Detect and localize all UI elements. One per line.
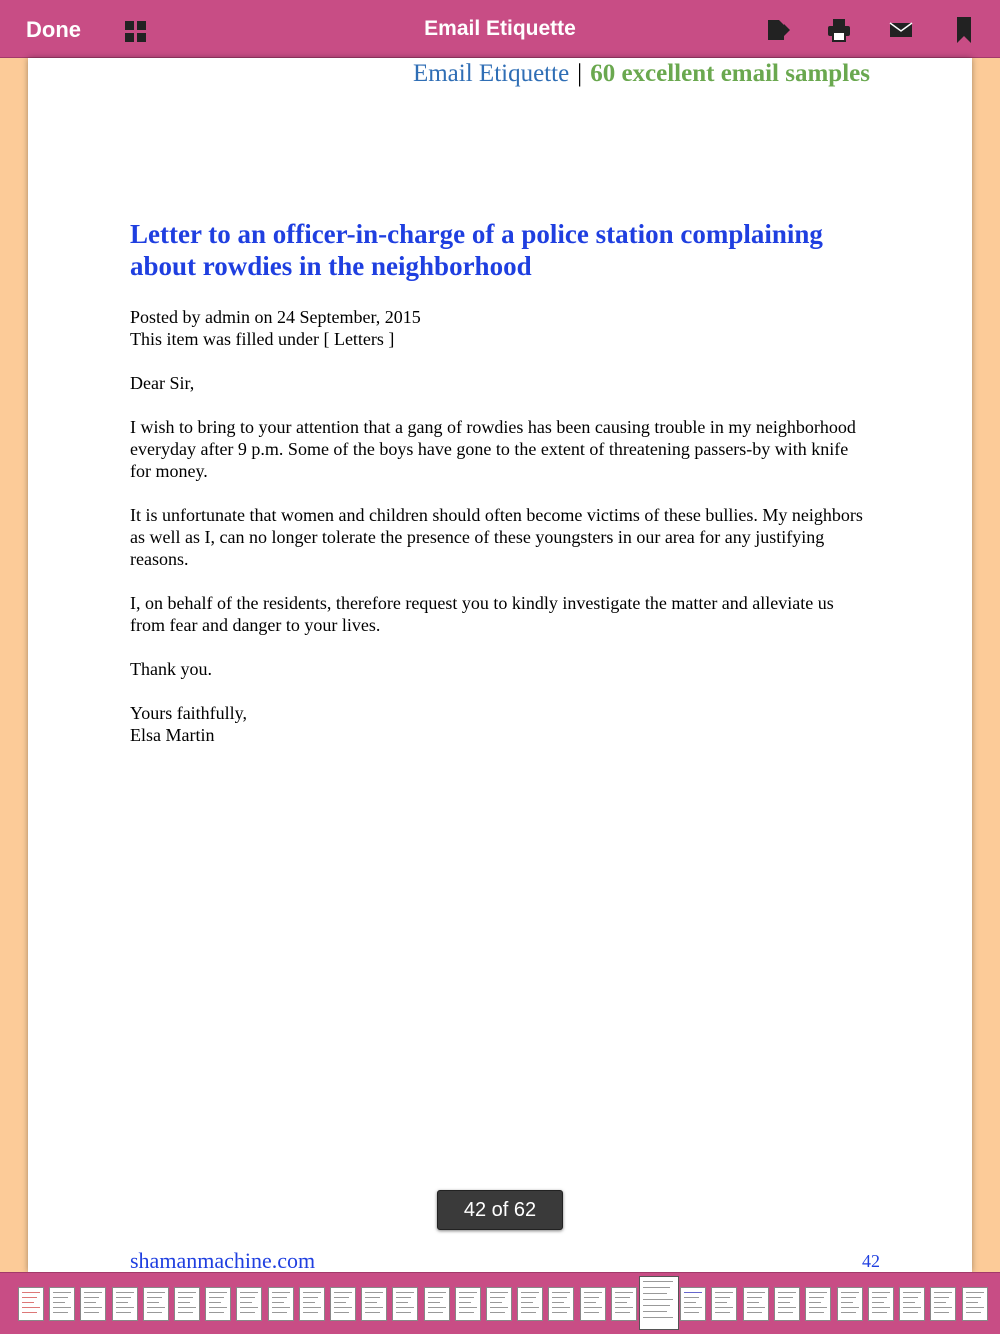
thumbnail-text-line	[178, 1307, 196, 1308]
thumbnail-text-line	[490, 1312, 505, 1313]
thumbnail-text-line	[584, 1292, 602, 1293]
thumbnail-text-line	[615, 1307, 633, 1308]
thumbnail-text-line	[459, 1302, 471, 1303]
thumbnail-text-line	[22, 1307, 40, 1308]
thumbnail-text-line	[778, 1292, 796, 1293]
thumbnail-text-line	[334, 1292, 352, 1293]
thumbnail-text-line	[584, 1297, 599, 1298]
page-thumbnail[interactable]	[205, 1287, 231, 1321]
page-thumbnail[interactable]	[112, 1287, 138, 1321]
thumbnail-text-line	[872, 1312, 887, 1313]
page-thumbnail[interactable]	[711, 1287, 737, 1321]
thumbnail-text-line	[643, 1287, 670, 1288]
thumbnail-text-line	[684, 1302, 696, 1303]
thumbnail-text-line	[303, 1307, 321, 1308]
paragraph-1: I wish to bring to your attention that a gang of rowdies has been causing trouble in my neighborhood everyday after 9 p.m. Some of the boys have gone to the extent of threatening passers-by with knife for money.	[130, 417, 856, 481]
thumbnail-text-line	[684, 1307, 702, 1308]
page-thumbnail[interactable]	[930, 1287, 956, 1321]
mail-icon[interactable]	[888, 17, 914, 43]
thumbnail-text-line	[747, 1307, 765, 1308]
thumbnail-text-line	[490, 1302, 502, 1303]
thumbnail-text-line	[715, 1292, 733, 1293]
page-thumbnail[interactable]	[268, 1287, 294, 1321]
thumbnail-text-line	[272, 1297, 287, 1298]
thumbnail-text-line	[84, 1292, 102, 1293]
thumbnail-text-line	[22, 1312, 37, 1313]
thumbnail-text-line	[809, 1302, 821, 1303]
thumbnail-text-line	[428, 1302, 440, 1303]
thumbnail-text-line	[841, 1312, 856, 1313]
thumbnail-text-line	[490, 1292, 508, 1293]
thumbnail-text-line	[809, 1292, 827, 1293]
page-thumbnail[interactable]	[743, 1287, 769, 1321]
footer-page-number: 42	[862, 1251, 880, 1271]
thumbnail-text-line	[643, 1299, 673, 1300]
page-indicator: 42 of 62	[437, 1190, 563, 1230]
thumbnail-text-line	[747, 1297, 762, 1298]
salutation: Dear Sir,	[130, 373, 195, 393]
header-subtitle: 60 excellent email samples	[590, 60, 870, 87]
thumbnail-text-line	[643, 1317, 673, 1318]
thumbnail-text-line	[778, 1312, 793, 1313]
thumbnail-text-line	[584, 1302, 596, 1303]
thumbnail-text-line	[552, 1312, 567, 1313]
thumbnail-text-line	[428, 1312, 443, 1313]
page-thumbnail[interactable]	[962, 1287, 988, 1321]
thumbnail-text-line	[903, 1297, 918, 1298]
paragraph-3: I, on behalf of the residents, therefore request you to kindly investigate the matter and alleviate us from fear and danger to your lives.	[130, 593, 834, 635]
page-thumbnail[interactable]	[548, 1287, 574, 1321]
thumbnail-text-line	[643, 1305, 670, 1306]
thumbnail-text-line	[872, 1292, 890, 1293]
thumbnail-text-line	[872, 1307, 890, 1308]
thumbnail-text-line	[396, 1302, 408, 1303]
thumbnail-text-line	[459, 1292, 477, 1293]
header-book-title: Email Etiquette	[412, 60, 570, 87]
thumbnail-text-line	[365, 1307, 383, 1308]
thumbnail-text-line	[84, 1297, 99, 1298]
thumbnail-text-line	[147, 1302, 159, 1303]
page-thumbnail[interactable]	[611, 1287, 637, 1321]
thumbnail-text-line	[903, 1312, 918, 1313]
thumbnail-text-line	[116, 1292, 134, 1293]
thumbnail-text-line	[240, 1297, 255, 1298]
thumbnail-text-line	[396, 1307, 414, 1308]
thumbnail-text-line	[459, 1297, 474, 1298]
bookmark-icon[interactable]	[951, 17, 977, 43]
thumbnail-text-line	[53, 1307, 71, 1308]
thumbnail-text-line	[209, 1297, 224, 1298]
page-thumbnail[interactable]	[143, 1287, 169, 1321]
thumbnail-text-line	[272, 1307, 290, 1308]
thumbnail-text-line	[521, 1302, 533, 1303]
thumbnail-text-line	[365, 1297, 380, 1298]
thumbnail-text-line	[715, 1307, 733, 1308]
thumbnail-text-line	[521, 1312, 536, 1313]
thumbnail-text-line	[841, 1302, 853, 1303]
filed-line: This item was filled under [ Letters ]	[130, 329, 395, 349]
thumbnail-text-line	[334, 1302, 346, 1303]
thumbnail-text-line	[643, 1293, 667, 1294]
thumbnail-text-line	[22, 1297, 37, 1298]
thumbnail-text-line	[53, 1292, 71, 1293]
page-thumbnail[interactable]	[899, 1287, 925, 1321]
thumbnail-text-line	[747, 1312, 762, 1313]
thumbnail-text-line	[643, 1311, 667, 1312]
page-thumbnail[interactable]	[455, 1287, 481, 1321]
thumbnail-text-line	[22, 1302, 34, 1303]
page-thumbnail[interactable]	[174, 1287, 200, 1321]
thumbnail-text-line	[428, 1292, 446, 1293]
page-thumbnail[interactable]	[330, 1287, 356, 1321]
thumbnail-text-line	[428, 1307, 446, 1308]
thumbnail-text-line	[841, 1292, 859, 1293]
thumbnail-text-line	[684, 1297, 699, 1298]
thumbnail-text-line	[116, 1302, 128, 1303]
thumbnail-text-line	[809, 1312, 824, 1313]
letter-meta	[130, 306, 870, 350]
thumbnail-text-line	[209, 1312, 224, 1313]
thumbnail-text-line	[966, 1292, 984, 1293]
thumbnail-text-line	[22, 1292, 40, 1293]
thumbnail-text-line	[747, 1292, 765, 1293]
thumbnail-text-line	[334, 1307, 352, 1308]
thumbnail-text-line	[396, 1292, 414, 1293]
thumbnail-text-line	[303, 1292, 321, 1293]
page-thumbnail[interactable]	[837, 1287, 863, 1321]
thumbnail-text-line	[272, 1292, 290, 1293]
thumbnail-text-line	[396, 1297, 411, 1298]
thumbnail-text-line	[715, 1297, 730, 1298]
thumbnail-text-line	[365, 1312, 380, 1313]
thumbnail-strip[interactable]	[0, 1272, 1000, 1334]
page-thumbnail[interactable]	[486, 1287, 512, 1321]
thumbnail-text-line	[903, 1307, 921, 1308]
signature: Elsa Martin	[130, 725, 215, 745]
thumbnail-text-line	[428, 1297, 443, 1298]
thumbnail-text-line	[53, 1302, 65, 1303]
thumbnail-text-line	[684, 1292, 702, 1293]
thumbnail-text-line	[459, 1312, 474, 1313]
page-thumbnail[interactable]	[517, 1287, 543, 1321]
thumbnail-text-line	[615, 1302, 627, 1303]
print-icon[interactable]	[826, 17, 852, 43]
posted-line: Posted by admin on 24 September, 2015	[130, 307, 421, 327]
top-toolbar	[0, 0, 1000, 58]
thumbnail-text-line	[643, 1281, 673, 1282]
thumbnail-text-line	[584, 1312, 599, 1313]
page-thumbnail[interactable]	[680, 1287, 706, 1321]
thumbnail-text-line	[934, 1297, 949, 1298]
footer-site-link[interactable]: shamanmachine.com	[130, 1248, 316, 1272]
document-page[interactable]	[28, 58, 972, 1272]
page-thumbnail[interactable]	[805, 1287, 831, 1321]
page-thumbnail[interactable]	[49, 1287, 75, 1321]
thumbnail-text-line	[615, 1292, 633, 1293]
export-icon[interactable]	[765, 17, 791, 43]
done-button[interactable]: Done	[26, 17, 81, 42]
thumbnail-text-line	[521, 1297, 536, 1298]
header-separator: |	[577, 60, 583, 87]
thumbnail-text-line	[715, 1312, 730, 1313]
closing-block	[130, 702, 870, 746]
document-title: Email Etiquette	[424, 17, 576, 40]
thumbnail-text-line	[552, 1307, 570, 1308]
page-thumbnail[interactable]	[18, 1287, 44, 1321]
thumbnail-text-line	[178, 1302, 190, 1303]
thumbnail-text-line	[334, 1312, 349, 1313]
page-thumbnail[interactable]	[868, 1287, 894, 1321]
thumbnail-text-line	[147, 1307, 165, 1308]
thumbnail-text-line	[303, 1312, 318, 1313]
thumbnail-text-line	[903, 1292, 921, 1293]
thumbnail-text-line	[552, 1292, 570, 1293]
thumbnail-text-line	[934, 1302, 946, 1303]
thumbnail-text-line	[178, 1312, 193, 1313]
thumbnail-text-line	[490, 1307, 508, 1308]
thumbnail-text-line	[872, 1297, 887, 1298]
thumbnail-text-line	[903, 1302, 915, 1303]
thumbnail-text-line	[209, 1302, 221, 1303]
thumbnail-text-line	[521, 1307, 539, 1308]
thumbnail-text-line	[178, 1292, 196, 1293]
thumbnail-text-line	[53, 1312, 68, 1313]
paragraph-2: It is unfortunate that women and children should often become victims of these bullies. My neighbors as well as I, can no longer tolerate the presence of these youngsters in our area for any justifying reasons.	[130, 505, 863, 569]
closing-line: Yours faithfully,	[130, 703, 248, 723]
thumbnail-text-line	[966, 1297, 981, 1298]
thumbnail-text-line	[365, 1292, 383, 1293]
thumbnail-text-line	[841, 1297, 856, 1298]
thumbnail-text-line	[872, 1302, 884, 1303]
thumbnail-text-line	[84, 1307, 102, 1308]
thumbnail-text-line	[147, 1292, 165, 1293]
thumbnail-text-line	[584, 1307, 602, 1308]
current-page-thumbnail[interactable]	[639, 1276, 679, 1330]
thumbnail-text-line	[209, 1307, 227, 1308]
thumbnail-text-line	[240, 1312, 255, 1313]
thumbnail-text-line	[615, 1297, 630, 1298]
page-thumbnail[interactable]	[424, 1287, 450, 1321]
thumbnail-text-line	[84, 1312, 99, 1313]
page-thumbnail[interactable]	[299, 1287, 325, 1321]
thumbnail-text-line	[240, 1302, 252, 1303]
thumbnail-text-line	[521, 1292, 539, 1293]
thumbnail-text-line	[178, 1297, 193, 1298]
page-thumbnail[interactable]	[774, 1287, 800, 1321]
thumbnail-text-line	[240, 1307, 258, 1308]
thumbnail-text-line	[240, 1292, 258, 1293]
thumbnail-text-line	[459, 1307, 477, 1308]
thanks-line: Thank you.	[130, 659, 212, 679]
thumbnail-text-line	[934, 1312, 949, 1313]
thumbnail-text-line	[272, 1302, 284, 1303]
thumbnail-text-line	[209, 1292, 227, 1293]
page-thumbnail[interactable]	[236, 1287, 262, 1321]
thumbnail-text-line	[53, 1297, 68, 1298]
thumbnail-text-line	[552, 1297, 567, 1298]
letter-content	[130, 218, 870, 768]
thumbnail-text-line	[966, 1312, 981, 1313]
thumbnail-text-line	[934, 1292, 952, 1293]
thumbnail-text-line	[809, 1297, 824, 1298]
thumbnail-text-line	[116, 1312, 131, 1313]
thumbnail-text-line	[116, 1297, 131, 1298]
thumbnail-text-line	[966, 1307, 984, 1308]
thumbnail-text-line	[365, 1302, 377, 1303]
thumbnail-text-line	[615, 1312, 630, 1313]
thumbnail-text-line	[396, 1312, 411, 1313]
thumbnail-text-line	[747, 1302, 759, 1303]
thumbnail-text-line	[272, 1312, 287, 1313]
page-thumbnail[interactable]	[392, 1287, 418, 1321]
thumbnail-text-line	[303, 1302, 315, 1303]
page-thumbnail[interactable]	[580, 1287, 606, 1321]
thumbnail-text-line	[809, 1307, 827, 1308]
grid-icon[interactable]	[125, 21, 147, 43]
thumbnail-text-line	[778, 1297, 793, 1298]
letter-title: Letter to an officer-in-charge of a police station complaining about rowdies in the neighborhood	[130, 219, 823, 281]
page-thumbnail[interactable]	[80, 1287, 106, 1321]
thumbnail-text-line	[490, 1297, 505, 1298]
thumbnail-text-line	[303, 1297, 318, 1298]
page-header	[413, 60, 870, 88]
thumbnail-text-line	[966, 1302, 978, 1303]
page-thumbnail[interactable]	[361, 1287, 387, 1321]
thumbnail-text-line	[715, 1302, 727, 1303]
thumbnail-text-line	[147, 1297, 162, 1298]
thumbnail-text-line	[778, 1307, 796, 1308]
thumbnail-text-line	[552, 1302, 564, 1303]
thumbnail-text-line	[147, 1312, 162, 1313]
thumbnail-text-line	[778, 1302, 790, 1303]
thumbnail-text-line	[841, 1307, 859, 1308]
thumbnail-text-line	[116, 1307, 134, 1308]
thumbnail-text-line	[334, 1297, 349, 1298]
thumbnail-text-line	[934, 1307, 952, 1308]
thumbnail-text-line	[84, 1302, 96, 1303]
thumbnail-text-line	[684, 1312, 699, 1313]
